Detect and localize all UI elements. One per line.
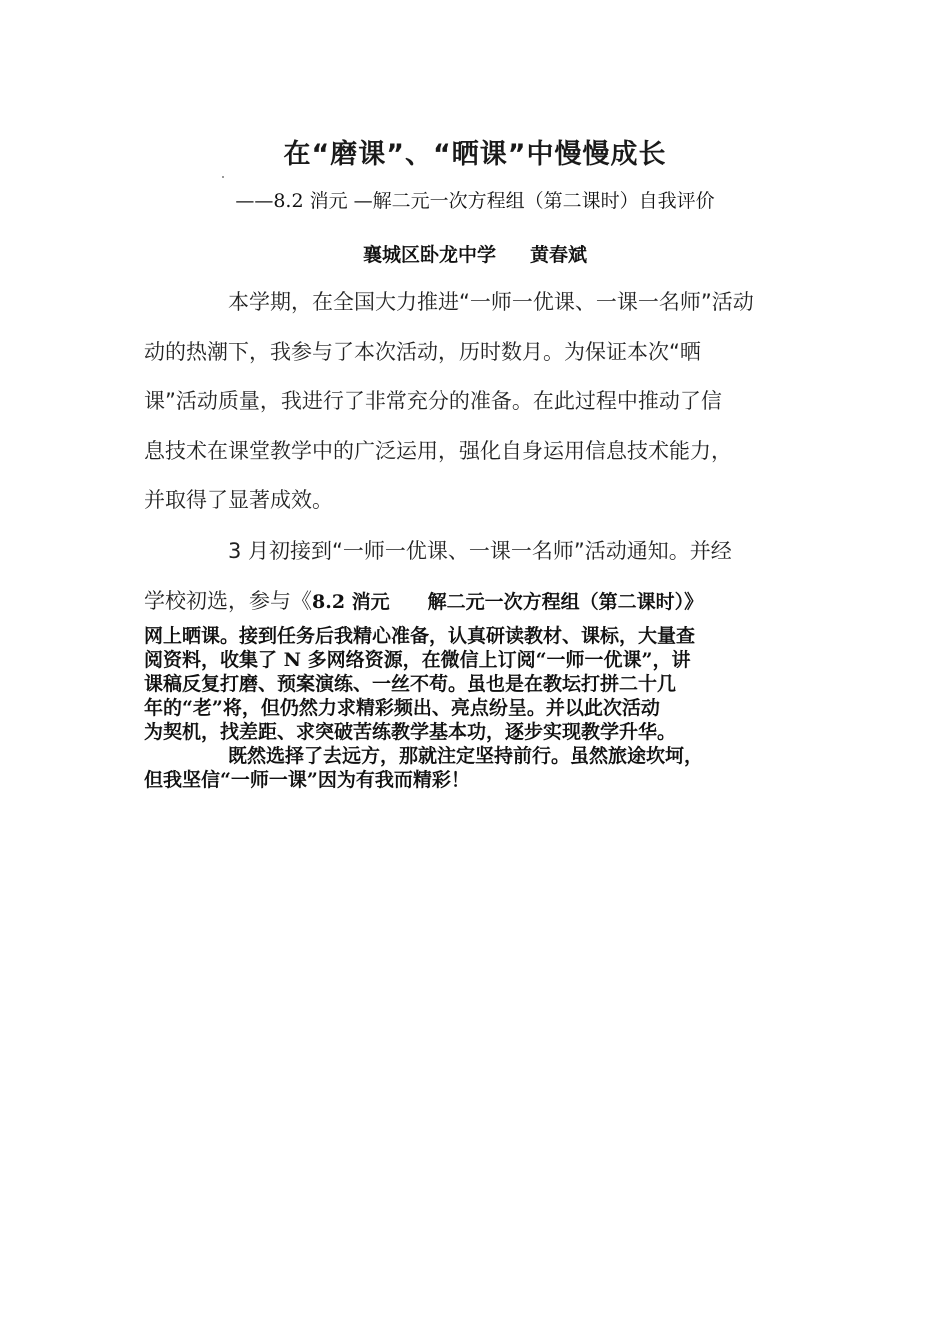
- text-line: 但我坚信“一师一课”因为有我而精彩！: [144, 769, 470, 791]
- text-line: 年的“老”将，但仍然力求精彩频出、亮点纷呈。并以此次活动: [144, 697, 660, 719]
- text-line: 既然选择了去远方，那就注定坚持前行。虽然旅途坎坷，: [228, 745, 704, 767]
- text-line: 息技术在课堂教学中的广泛运用，强化自身运用信息技术能力，: [144, 438, 732, 463]
- text-line: 动的热潮下，我参与了本次活动，历时数月。为保证本次“晒: [144, 339, 701, 364]
- text-line: 课”活动质量，我进行了非常充分的准备。在此过程中推动了信: [144, 389, 722, 413]
- document-title: 在“磨课”、“晒课”中慢慢成长: [283, 139, 667, 170]
- text-segment-sans: 学校初选，参与《: [144, 588, 312, 613]
- document-subtitle: ——8.2 消元 —解二元一次方程组（第二课时）自我评价: [235, 190, 715, 212]
- text-line: 并取得了显著成效。: [144, 488, 333, 512]
- text-line: 网上晒课。接到任务后我精心准备，认真研读教材、课标，大量查: [144, 625, 696, 647]
- stray-mark: [222, 176, 224, 178]
- paragraph-1: [144, 284, 808, 532]
- author-name: 黄春斌: [530, 244, 588, 266]
- paragraph-3: [144, 624, 808, 792]
- paragraph-2: [144, 533, 808, 632]
- text-line: 课稿反复打磨、预案演练、一丝不苟。虽也是在教坛打拼二十几: [144, 673, 677, 695]
- text-line: 3 月初接到“一师一优课、一课一名师”活动通知。并经: [228, 539, 732, 563]
- text-line: 本学期，在全国大力推进“一师一优课、一课一名师”活动: [228, 290, 754, 314]
- text-segment-serif: 8.2 消元 解二元一次方程组（第二课时）》: [312, 590, 704, 613]
- author-school: 襄城区卧龙中学: [362, 244, 496, 266]
- text-line: 为契机，找差距、求突破苦练教学基本功，逐步实现教学升华。: [144, 721, 677, 743]
- text-line: 阅资料，收集了 N 多网络资源，在微信上订阅“一师一优课”，讲: [144, 649, 691, 671]
- author-line: [0, 240, 950, 267]
